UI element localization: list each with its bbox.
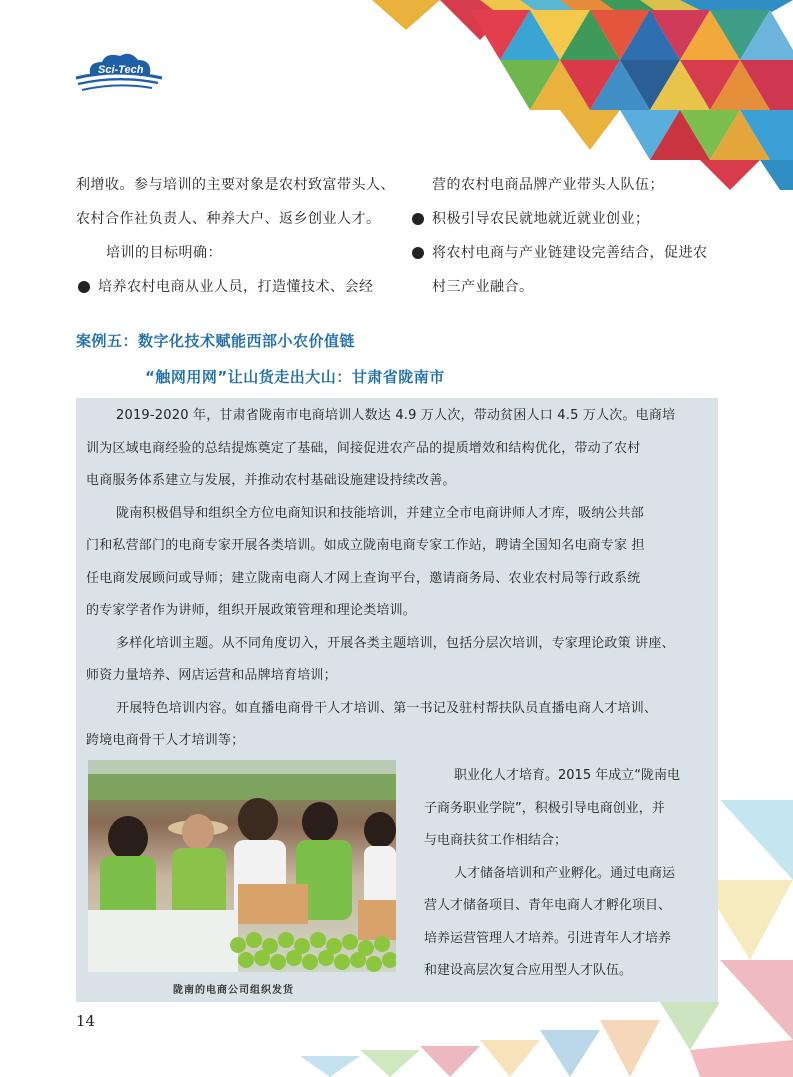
text-line: 培训的目标明确： (106, 245, 222, 261)
bullet-item: 积极引导农民就地就近就业创业； (410, 202, 708, 236)
bullet-item: 培养农村电商从业人员，打造懂技术、会经 (76, 270, 395, 304)
text-line: 营的农村电商品牌产业带头人队伍； (432, 177, 664, 193)
text-line: 跨境电商骨干人才培训等； (86, 733, 245, 748)
text-line: 2019-2020 年，甘肃省陇南市电商培训人数达 4.9 万人次，带动贫困人口 4.5 万人次。电商培 (116, 408, 676, 423)
text-line: 农村合作社负责人、种养大户、返乡创业人才。 (76, 211, 381, 227)
text-line: 利增收。参与培训的主要对象是农村致富带头人、 (76, 177, 395, 193)
text-line: 开展特色培训内容。如直播电商骨干人才培训、第一书记及驻村帮扶队员直播电商人才培训、 (116, 700, 658, 716)
text-line: 的专家学者作为讲师，组织开展政策管理和理论类培训。 (86, 603, 417, 618)
case-box-right-text (424, 760, 714, 988)
right-column (410, 168, 708, 304)
page-number: 14 (76, 1012, 96, 1030)
text-line: 人才储备培训和产业孵化。通过电商运 (454, 865, 676, 881)
text-line: 与电商扶贫工作相结合； (424, 833, 568, 848)
text-line: 和建设高层次复合应用型人才队伍。 (424, 963, 633, 978)
text-line: 多样化培训主题。从不同角度切入，开展各类主题培训，包括分层次培训，专家理论政策 讲座、 (116, 635, 675, 651)
case-title: 案例五：数字化技术赋能西部小农价值链 (76, 332, 356, 350)
bullet-item: 将农村电商与产业链建设完善结合，促进农 (410, 236, 708, 270)
photo-illustration (88, 760, 396, 972)
text-line: 师资力量培养、网店运营和品牌培育培训； (86, 668, 337, 683)
text-line: 陇南积极倡导和组织全方位电商知识和技能培训，并建立全市电商讲师人才库，吸纳公共部 (116, 505, 645, 521)
photo-shipping-fruit (88, 760, 396, 972)
case-subtitle: “触网用网”让山货走出大山：甘肃省陇南市 (145, 368, 445, 386)
text-line: 任电商发展顾问或导师；建立陇南电商人才网上查询平台，邀请商务局、农业农村局等行政系统 (86, 570, 641, 586)
svg-text:Sci-Tech: Sci-Tech (98, 64, 144, 76)
photo-caption: 陇南的电商公司组织发货 (173, 985, 294, 996)
left-column (76, 168, 395, 304)
text-line: 职业化人才培育。2015 年成立“陇南电 (454, 768, 680, 783)
text-line: 子商务职业学院”，积极引导电商创业，并 (424, 800, 665, 816)
sci-tech-logo (72, 48, 164, 96)
text-line: 营人才储备项目、青年电商人才孵化项目、 (424, 898, 672, 913)
text-line: 村三产业融合。 (432, 279, 534, 295)
case-box-text (86, 400, 712, 758)
text-line: 电商服务体系建立与发展，并推动农村基础设施建设持续改善。 (86, 473, 456, 488)
text-line: 训为区域电商经验的总结提炼奠定了基础，间接促进农产品的提质增效和结构优化，带动了农村 (86, 440, 641, 456)
text-line: 门和私营部门的电商专家开展各类培训。如成立陇南电商专家工作站，聘请全国知名电商专家 担 (86, 538, 645, 553)
text-line: 培养运营管理人才培养。引进青年人才培养 (424, 930, 672, 946)
